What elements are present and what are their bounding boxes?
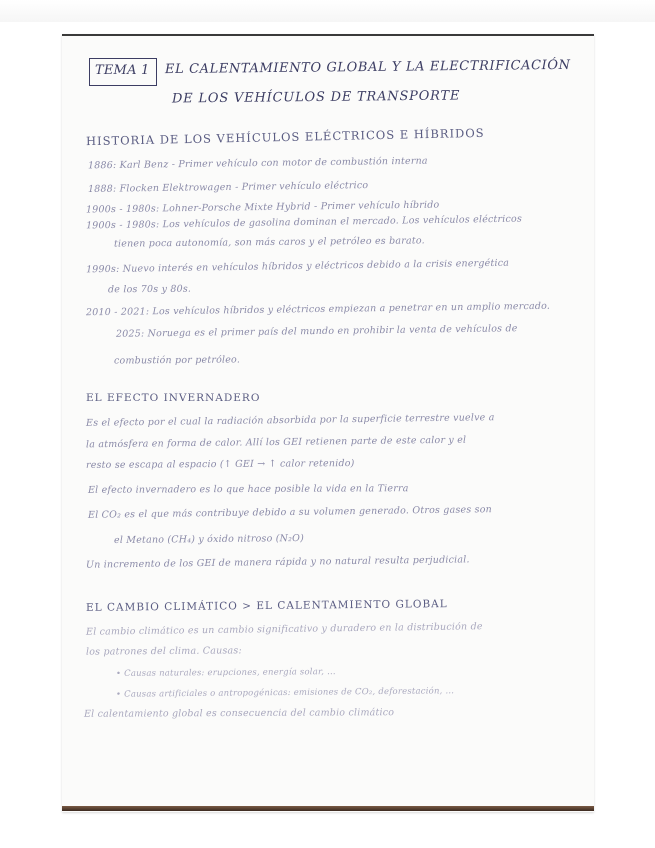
- title-line-1: EL CALENTAMIENTO GLOBAL Y LA ELECTRIFICACIÓN: [164, 57, 571, 78]
- greenhouse-line: el Metano (CH₄) y óxido nitroso (N₂O): [113, 533, 305, 546]
- history-line: 2010 - 2021: Los vehículos híbridos y eléctricos empiezan a penetrar en un amplio mercado.: [85, 300, 551, 319]
- section-heading-history: HISTORIA DE LOS VEHÍCULOS ELÉCTRICOS E HÍBRIDOS: [85, 125, 485, 149]
- greenhouse-line: Un incremento de los GEI de manera rápida y no natural resulta perjudicial.: [85, 554, 470, 571]
- history-line: 1900s - 1980s: Lohner-Porsche Mixte Hybrid - Primer vehículo híbrido: [85, 199, 440, 216]
- climate-line: los patrones del clima. Causas:: [85, 645, 242, 658]
- history-line: de los 70s y 80s.: [107, 283, 192, 296]
- section-heading-climate: EL CAMBIO CLIMÁTICO > EL CALENTAMIENTO GLOBAL: [85, 598, 448, 614]
- page-edge: [62, 806, 594, 811]
- greenhouse-line: El efecto invernadero es lo que hace posible la vida en la Tierra: [87, 483, 409, 496]
- history-line: 1990s: Nuevo interés en vehículos híbridos y eléctricos debido a la crisis energética: [85, 257, 510, 276]
- history-line: 2025: Noruega es el primer país del mundo en prohibir la venta de vehículos de: [115, 323, 518, 340]
- greenhouse-line: Es el efecto por el cual la radiación absorbida por la superficie terrestre vuelve a: [85, 412, 495, 429]
- section-heading-greenhouse: EL EFECTO INVERNADERO: [86, 392, 261, 404]
- greenhouse-line: resto se escapa al espacio (↑ GEI → ↑ calor retenido): [85, 458, 355, 471]
- history-line: 1900s - 1980s: Los vehículos de gasolina dominan el mercado. Los vehículos eléctricos: [85, 213, 523, 232]
- scan-background: [0, 0, 655, 22]
- climate-line: El calentamiento global es consecuencia del cambio climático: [83, 707, 395, 720]
- history-line: 1886: Karl Benz - Primer vehículo con motor de combustión interna: [87, 155, 428, 172]
- history-line: tienen poca autonomía, son más caros y el petróleo es barato.: [113, 235, 425, 250]
- title-line-2: DE LOS VEHÍCULOS DE TRANSPORTE: [171, 88, 461, 107]
- greenhouse-line: la atmósfera en forma de calor. Allí los GEI retienen parte de este calor y el: [85, 434, 467, 451]
- climate-line: El cambio climático es un cambio significativo y duradero en la distribución de: [85, 621, 483, 638]
- history-line: combustión por petróleo.: [113, 354, 241, 367]
- history-line: 1888: Flocken Elektrowagen - Primer vehículo eléctrico: [87, 180, 369, 195]
- greenhouse-line: El CO₂ es el que más contribuye debido a su volumen generado. Otros gases son: [87, 504, 492, 521]
- climate-bullet: • Causas naturales: erupciones, energía solar, ...: [115, 667, 336, 679]
- climate-bullet: • Causas artificiales o antropogénicas: emisiones de CO₂, deforestación, ...: [115, 686, 455, 700]
- tema-label: TEMA 1: [95, 63, 150, 78]
